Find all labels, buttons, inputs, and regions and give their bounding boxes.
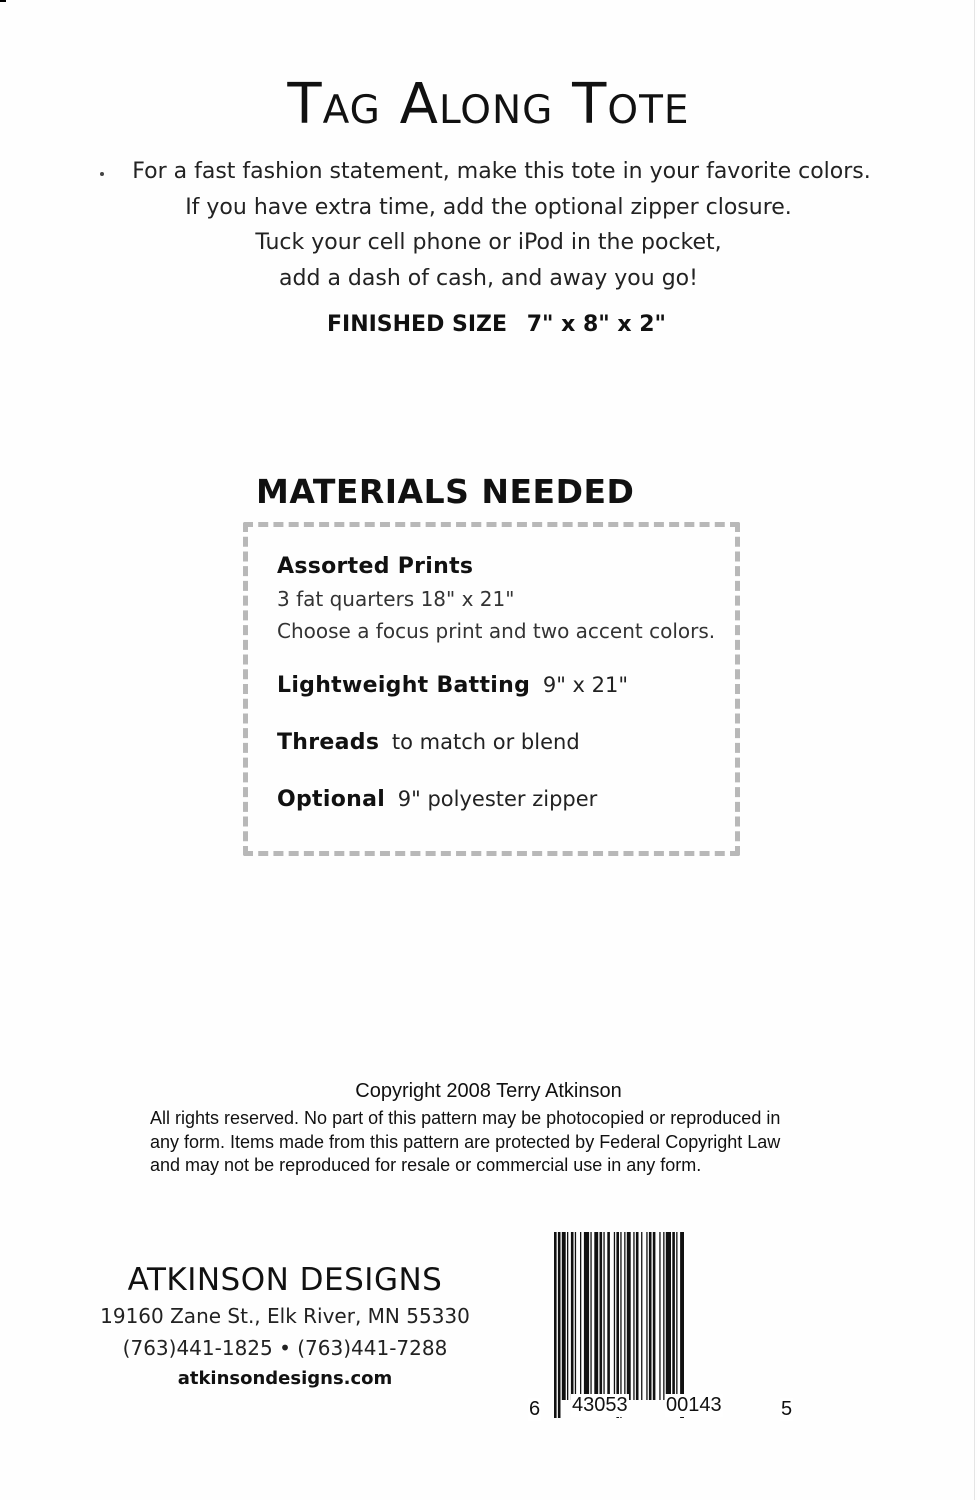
barcode-last-digit: 5: [781, 1398, 793, 1420]
materials-item-name: Optional: [277, 787, 386, 812]
materials-item: [277, 550, 727, 583]
barcode-bar: [575, 1232, 576, 1400]
copyright-line: Copyright 2008 Terry Atkinson: [355, 1080, 622, 1102]
barcode-bar: [616, 1232, 619, 1418]
materials-item-detail: 9" x 21": [542, 673, 629, 697]
materials-item-name: Threads: [277, 730, 380, 755]
barcode-bar: [627, 1232, 631, 1400]
barcode-bar: [659, 1232, 660, 1400]
barcode-bar: [603, 1232, 604, 1400]
intro-paragraph: [0, 154, 977, 296]
barcode-bar: [680, 1232, 684, 1418]
finished-size-label: FINISHED SIZE: [326, 312, 508, 337]
intro-line: For a fast fashion statement, make this tote in your favorite colors.: [132, 159, 871, 184]
materials-item: [277, 669, 727, 702]
barcode-first-digit: 6: [529, 1398, 541, 1420]
barcode-bar: [636, 1232, 639, 1400]
barcode-bar: [580, 1232, 581, 1400]
rights-line: and may not be reproduced for resale or commercial use in any form.: [150, 1155, 702, 1175]
barcode-bar: [649, 1232, 652, 1400]
rights-notice: [150, 1107, 850, 1178]
barcode-bar: [607, 1232, 610, 1400]
intro-line: If you have extra time, add the optional zipper closure.: [185, 194, 792, 220]
barcode-bar: [584, 1232, 589, 1400]
finished-size: [0, 312, 977, 337]
barcode-bar: [567, 1232, 568, 1400]
barcode-bar: [590, 1232, 591, 1400]
materials-item-detail: Choose a focus print and two accent colors.: [277, 619, 716, 643]
company-website: atkinsondesigns.com: [177, 1368, 393, 1389]
barcode-bar: [554, 1232, 557, 1418]
materials-list: [277, 550, 727, 816]
barcode-bar: [558, 1232, 561, 1418]
barcode-bar: [600, 1232, 603, 1400]
pattern-title: Tag Along Tote: [287, 72, 690, 137]
rights-line: All rights reserved. No part of this pattern may be photocopied or reproduced in: [150, 1108, 781, 1128]
barcode-bar: [663, 1232, 664, 1400]
rights-line: any form. Items made from this pattern are protected by Federal Copyright Law: [150, 1131, 781, 1152]
finished-size-value: 7" x 8" x 2": [526, 312, 667, 337]
barcode-bar: [672, 1232, 675, 1400]
barcode-right-group: 00143: [666, 1394, 722, 1416]
company-phone: (763)441-1825 • (763)441-7288: [122, 1336, 448, 1360]
materials-item-detail: 3 fat quarters 18" x 21": [277, 587, 515, 611]
barcode-bar: [646, 1232, 647, 1400]
company-name: ATKINSON DESIGNS: [127, 1262, 443, 1298]
barcode-left-group: 43053: [572, 1394, 628, 1416]
materials-item-detail: 9" polyester zipper: [397, 787, 598, 811]
barcode-bar: [653, 1232, 656, 1400]
barcode-bar: [641, 1232, 642, 1400]
barcode-bar: [620, 1232, 621, 1418]
intro-line: add a dash of cash, and away you go!: [279, 265, 698, 291]
barcode-bar: [614, 1232, 615, 1400]
barcode-bar: [666, 1232, 671, 1400]
intro-line: Tuck your cell phone or iPod in the pocket,: [255, 230, 722, 255]
barcode-bar: [594, 1232, 598, 1400]
company-address: 19160 Zane St., Elk River, MN 55330: [100, 1304, 470, 1328]
materials-item: [277, 726, 727, 759]
materials-heading: MATERIALS NEEDED: [256, 472, 635, 511]
materials-item: [277, 783, 727, 816]
company-info: [100, 1262, 470, 1389]
barcode-bars: [552, 1232, 774, 1418]
scan-edge-mark: [0, 0, 6, 2]
upc-barcode: [528, 1232, 798, 1422]
materials-item-name: Assorted Prints: [277, 554, 474, 579]
materials-item-name: Lightweight Batting: [277, 673, 531, 698]
barcode-bar: [571, 1232, 574, 1400]
barcode-bar: [562, 1232, 566, 1400]
barcode-bar: [676, 1232, 677, 1400]
materials-item-detail: to match or blend: [391, 730, 580, 754]
barcode-bar: [624, 1232, 625, 1400]
barcode-bar: [633, 1232, 634, 1400]
